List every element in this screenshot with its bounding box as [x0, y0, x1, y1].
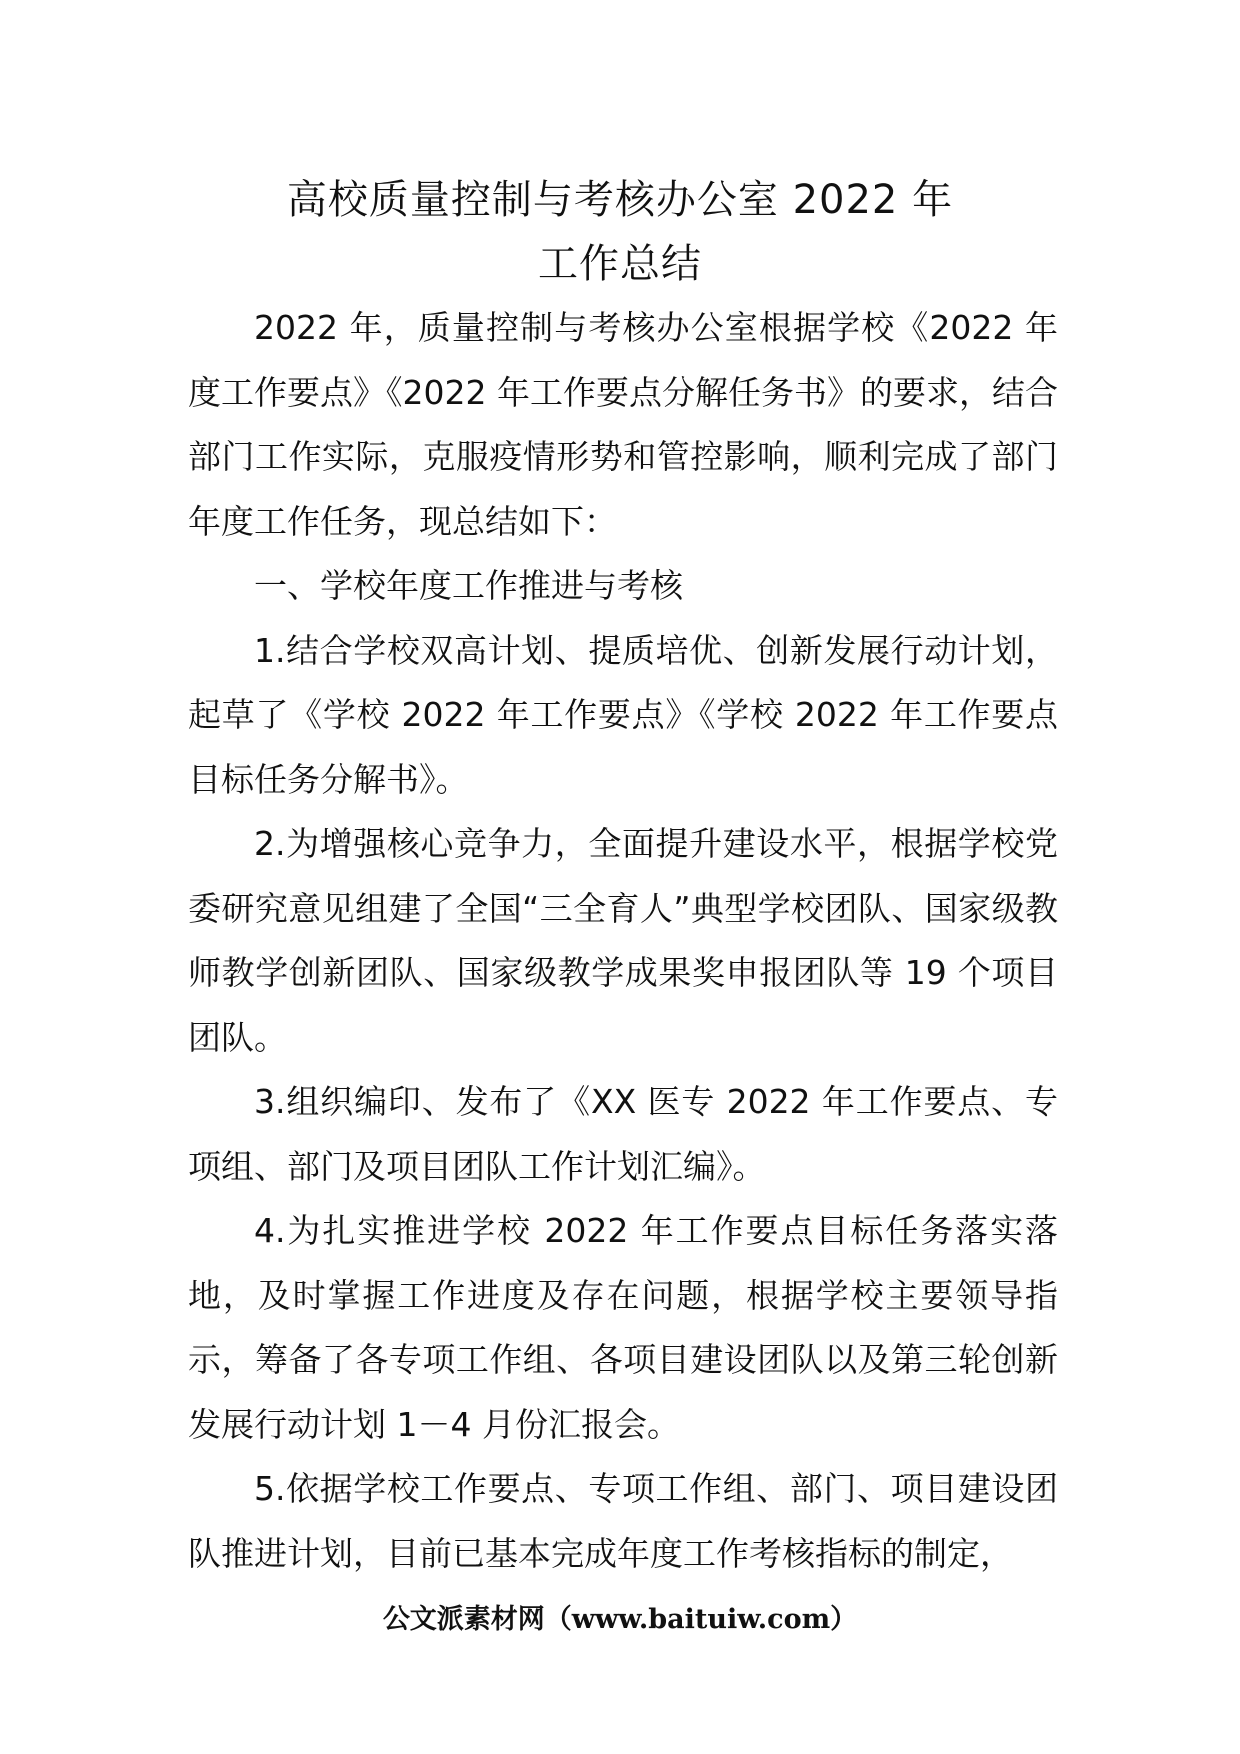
- section-heading-1: 一、学校年度工作推进与考核: [254, 566, 683, 605]
- document-body: [188, 296, 1058, 1586]
- document-title-line-2: 工作总结: [538, 241, 702, 287]
- item-paragraph-4: 4.为扎实推进学校 2022 年工作要点目标任务落实落地，及时掌握工作进度及存在问题，根据学校主要领导指示，筹备了各专项工作组、各项目建设团队以及第三轮创新发展行动计划 1－4 月份汇报会。: [188, 1211, 1058, 1444]
- footer-watermark-text: 公文派素材网（www.baituiw.com）: [382, 1604, 858, 1635]
- item-paragraph-3: 3.组织编印、发布了《XX 医专 2022 年工作要点、专项组、部门及项目团队工作计划汇编》。: [188, 1082, 1058, 1186]
- intro-paragraph: 2022 年，质量控制与考核办公室根据学校《2022 年度工作要点》《2022 年工作要点分解任务书》的要求，结合部门工作实际，克服疫情形势和管控影响，顺利完成了部门年度工作任务，现总结如下：: [188, 308, 1058, 541]
- item-paragraph-5: 5.依据学校工作要点、专项工作组、部门、项目建设团队推进计划，目前已基本完成年度工作考核指标的制定，: [188, 1469, 1058, 1573]
- item-paragraph-1: 1.结合学校双高计划、提质培优、创新发展行动计划，起草了《学校 2022 年工作要点》《学校 2022 年工作要点目标任务分解书》。: [188, 630, 1058, 799]
- document-title-line-1: 高校质量控制与考核办公室 2022 年: [286, 177, 954, 223]
- item-paragraph-2: 2.为增强核心竞争力，全面提升建设水平，根据学校党委研究意见组建了全国“三全育人”典型学校团队、国家级教师教学创新团队、国家级教学成果奖申报团队等 19 个项目团队。: [188, 824, 1058, 1057]
